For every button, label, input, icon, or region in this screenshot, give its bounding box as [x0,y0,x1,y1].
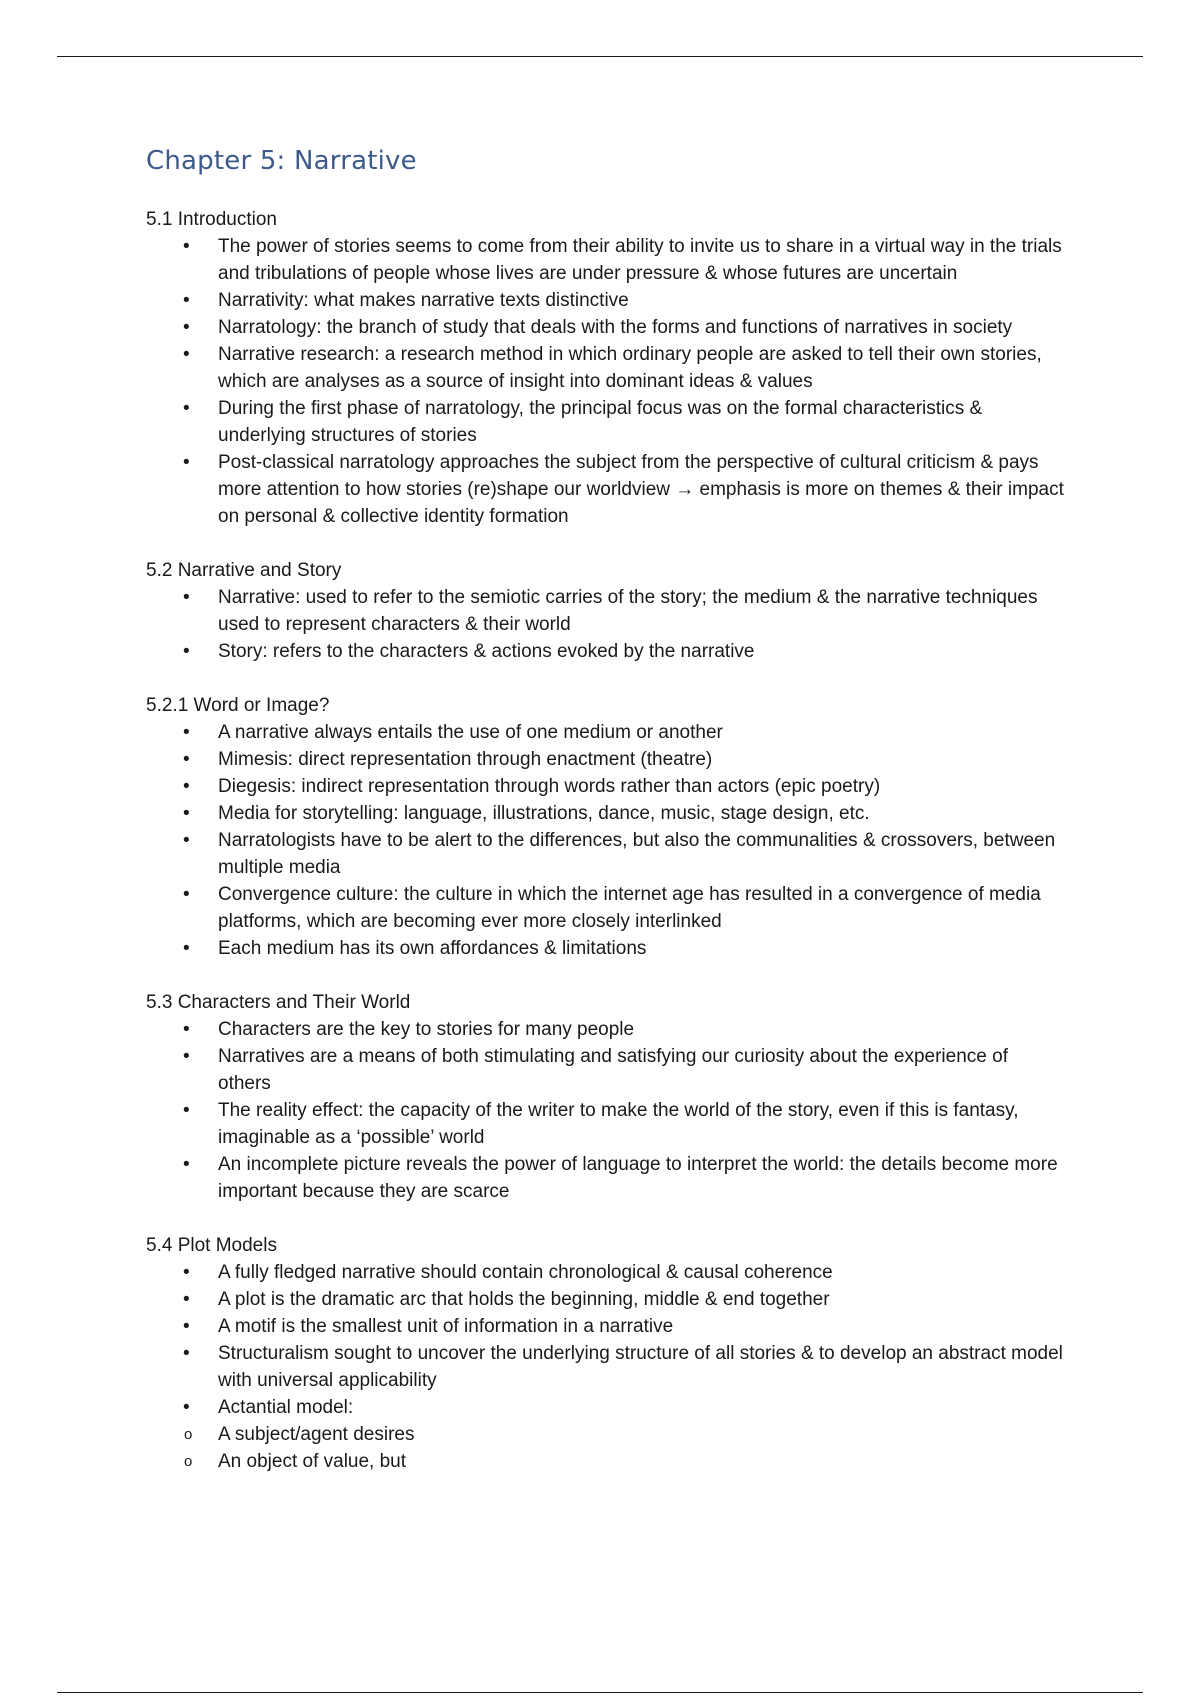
bullet-item: • Narrative research: a research method in which ordinary people are asked to tell their own stories, which are analyses as a source of insight into dominant ideas & values [146,341,1066,395]
section-heading: 5.3 Characters and Their World [146,992,411,1013]
bullet-item: • Each medium has its own affordances & limitations [146,935,1066,962]
footer-rule [57,1692,1143,1693]
section-plot-models [146,1232,1066,1475]
sub-bullet-list [146,1421,1066,1475]
bullet-item: • A plot is the dramatic arc that holds the beginning, middle & end together [146,1286,1066,1313]
bullet-list [146,719,1066,962]
document-body [146,140,1066,1502]
bullet-item: • Narrative: used to refer to the semiotic carries of the story; the medium & the narrative techniques used to represent characters & their world [146,584,1066,638]
section-characters-and-their-world [146,989,1066,1205]
bullet-item: • A narrative always entails the use of one medium or another [146,719,1066,746]
bullet-item: • Mimesis: direct representation through enactment (theatre) [146,746,1066,773]
bullet-list [146,1259,1066,1421]
sub-bullet-item: o A subject/agent desires [146,1421,1066,1448]
bullet-item: • Actantial model: [146,1394,1066,1421]
bullet-item: • An incomplete picture reveals the power of language to interpret the world: the details become more important because they are scarce [146,1151,1066,1205]
bullet-item: • A fully fledged narrative should contain chronological & causal coherence [146,1259,1066,1286]
chapter-title: Chapter 5: Narrative [146,146,417,176]
bullet-item: • Structuralism sought to uncover the underlying structure of all stories & to develop an abstract model with universal applicability [146,1340,1066,1394]
sub-bullet-item: o An object of value, but [146,1448,1066,1475]
header-rule [57,56,1143,57]
bullet-list [146,233,1066,530]
bullet-item: • Narratives are a means of both stimulating and satisfying our curiosity about the experience of others [146,1043,1066,1097]
bullet-item: • Media for storytelling: language, illustrations, dance, music, stage design, etc. [146,800,1066,827]
bullet-item: • Convergence culture: the culture in which the internet age has resulted in a convergence of media platforms, which are becoming ever more closely interlinked [146,881,1066,935]
bullet-item: • Diegesis: indirect representation through words rather than actors (epic poetry) [146,773,1066,800]
bullet-item: • The power of stories seems to come from their ability to invite us to share in a virtual way in the trials and tribulations of people whose lives are under pressure & whose futures are uncertain [146,233,1066,287]
bullet-item: • Characters are the key to stories for many people [146,1016,1066,1043]
section-heading: 5.2.1 Word or Image? [146,695,330,716]
section-heading: 5.2 Narrative and Story [146,560,342,581]
section-word-or-image [146,692,1066,962]
bullet-item: • The reality effect: the capacity of the writer to make the world of the story, even if this is fantasy, imaginable as a ‘possible’ world [146,1097,1066,1151]
section-narrative-and-story [146,557,1066,665]
bullet-item: • Narratologists have to be alert to the differences, but also the communalities & crossovers, between multiple media [146,827,1066,881]
bullet-item: • During the first phase of narratology, the principal focus was on the formal characteristics & underlying structures of stories [146,395,1066,449]
bullet-item: • A motif is the smallest unit of information in a narrative [146,1313,1066,1340]
bullet-list [146,584,1066,665]
bullet-item: • Narratology: the branch of study that deals with the forms and functions of narratives in society [146,314,1066,341]
section-heading: 5.1 Introduction [146,209,277,230]
section-introduction [146,206,1066,530]
bullet-item: • Narrativity: what makes narrative texts distinctive [146,287,1066,314]
bullet-list [146,1016,1066,1205]
bullet-item: • Story: refers to the characters & actions evoked by the narrative [146,638,1066,665]
bullet-item: • Post-classical narratology approaches the subject from the perspective of cultural criticism & pays more attention to how stories (re)shape our worldview → emphasis is more on themes & their impact on personal & collective identity formation [146,449,1066,530]
section-heading: 5.4 Plot Models [146,1235,277,1256]
